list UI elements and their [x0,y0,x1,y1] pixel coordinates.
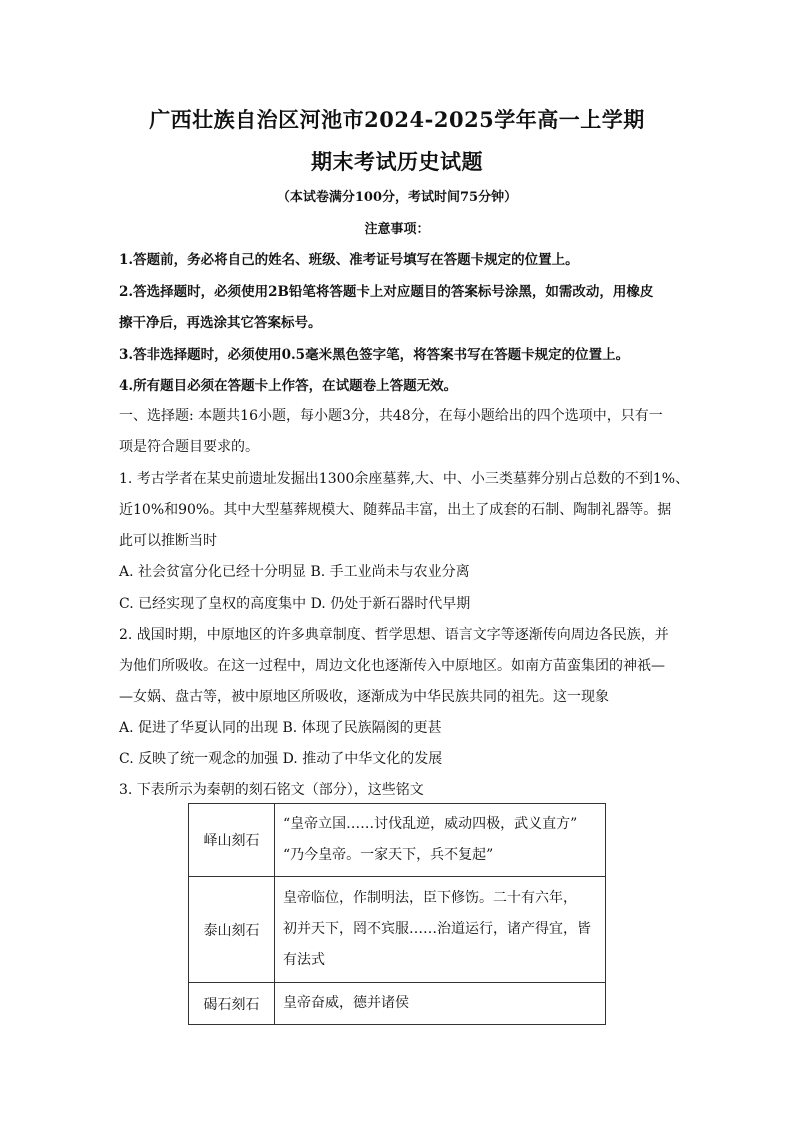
inscription-name: 泰山刻石 [189,877,275,983]
q1-stem-line2: 近10%和90%。其中大型墓葬规模大、随葬品丰富，出土了成套的石制、陶制礼器等。据 [119,502,672,518]
inscription-name: 峄山刻石 [189,804,275,877]
inscription-line: “皇帝立国……讨伐乱逆，威动四极，武义直方” [283,816,578,832]
section-heading: 一、选择题: 本题共16小题，每小题3分，共48分，在每小题给出的四个选项中，只有一 [119,408,663,424]
q1-options-ab: A. 社会贫富分化已经十分明显 B. 手工业尚未与农业分离 [119,564,470,580]
notice-item-2-cont: 擦干净后，再选涂其它答案标号。 [119,315,322,331]
q2-stem-line3: —女娲、盘古等，被中原地区所吸收，逐渐成为中华民族共同的祖先。这一现象 [119,689,609,705]
notice-heading: 注意事项： [364,222,430,237]
exam-title-line1: 广西壮族自治区河池市2024-2025学年高一上学期 [149,107,645,132]
inscription-line: 皇帝奋威，德并诸侯 [283,995,409,1011]
q1-stem-line3: 此可以推断当时 [119,533,217,549]
inscription-line: “乃今皇帝。一家天下，兵不复起” [283,847,494,863]
q2-stem-line2: 为他们所吸收。在这一过程中，周边文化也逐渐传入中原地区。如南方苗蛮集团的神祇— [119,658,665,674]
inscription-line: 皇帝临位，作制明法，臣下修饬。二十有六年， [283,890,577,906]
inscription-line: 有法式 [283,952,325,968]
inscription-line: 初并天下，罔不宾服……治道运行，诸产得宜，皆 [283,921,591,937]
exam-subtitle: （本试卷满分100分，考试时间75分钟） [276,190,518,205]
q2-options-ab: A. 促进了华夏认同的出现 B. 体现了民族隔阂的更甚 [119,720,442,736]
table-row [189,983,606,1025]
notice-item-2: 2.答选择题时，必须使用2B铅笔将答题卡上对应题目的答案标号涂黑，如需改动，用橡皮 [119,284,654,300]
inscription-text [275,983,606,1025]
exam-title-line2: 期末考试历史试题 [311,149,483,174]
notice-item-1: 1.答题前，务必将自己的姓名、班级、准考证号填写在答题卡规定的位置上。 [119,252,579,268]
q1-options-cd: C. 已经实现了皇权的高度集中 D. 仍处于新石器时代早期 [119,596,471,612]
q3-stem: 3. 下表所示为秦朝的刻石铭文（部分），这些铭文 [119,782,424,798]
section-heading-cont: 项是符合题目要求的。 [119,439,259,455]
q2-options-cd: C. 反映了统一观念的加强 D. 推动了中华文化的发展 [119,751,443,767]
inscription-table [188,803,606,1025]
notice-item-3: 3.答非选择题时，必须使用0.5毫米黑色签字笔，将答案书写在答题卡规定的位置上。 [119,347,630,363]
q2-stem-line1: 2. 战国时期，中原地区的许多典章制度、哲学思想、语言文字等逐渐传向周边各民族，并 [119,627,669,643]
table-row [189,877,606,983]
notice-item-4: 4.所有题目必须在答题卡上作答，在试题卷上答题无效。 [119,378,458,394]
inscription-name: 碣石刻石 [189,983,275,1025]
table-row [189,804,606,877]
inscription-text [275,877,606,983]
inscription-text [275,804,606,877]
q1-stem-line1: 1. 考古学者在某史前遗址发掘出1300余座墓葬,大、中、小三类墓葬分别占总数的不到1%、 [119,471,690,487]
